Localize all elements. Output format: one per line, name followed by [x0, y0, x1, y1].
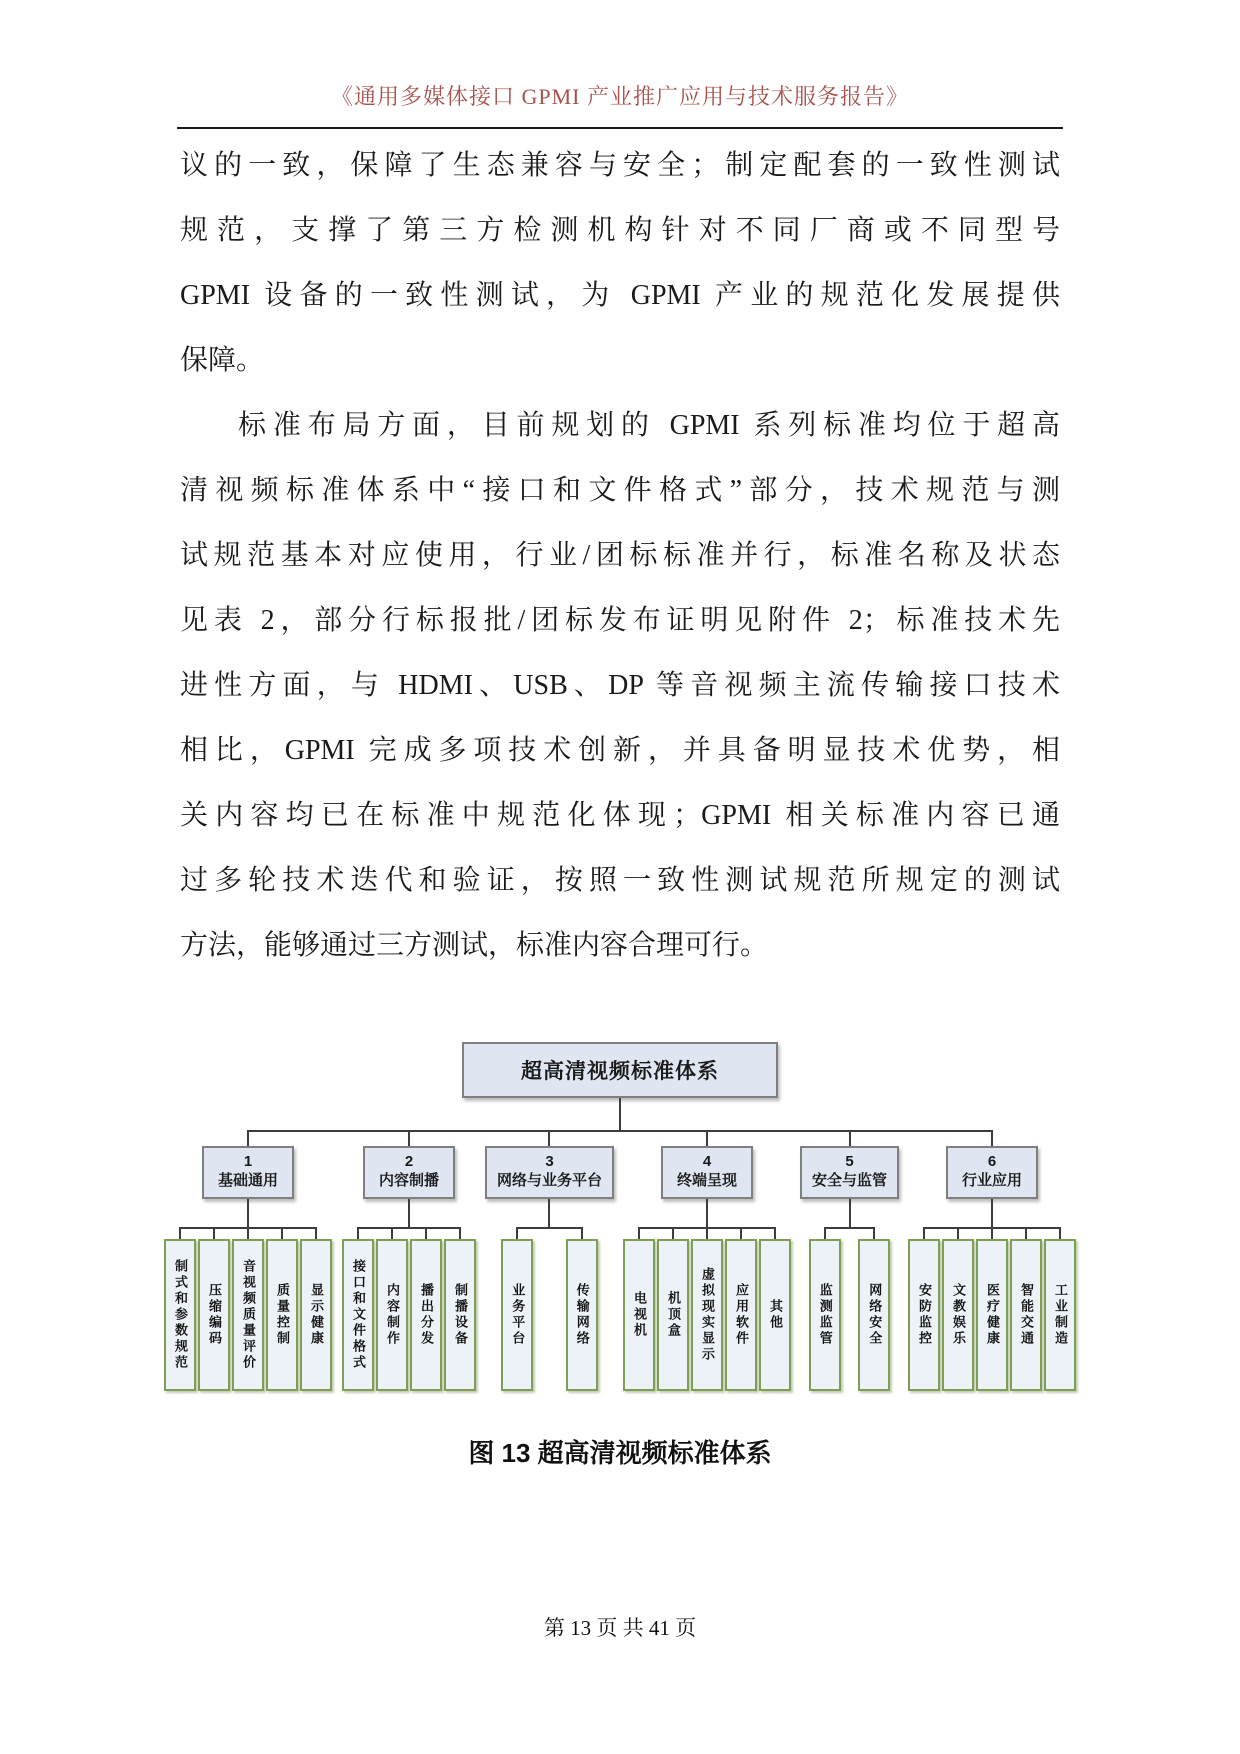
leaf-connector-line — [459, 1227, 461, 1239]
branch-connector-line — [247, 1130, 249, 1146]
paragraph-1-line-1: 议的一致，保障了生态兼容与安全；制定配套的一致性测试 — [180, 150, 1060, 181]
branch-node — [202, 1146, 294, 1199]
branch-to-leaves-line — [408, 1199, 410, 1227]
leaf-node: 播出分发 — [410, 1239, 442, 1391]
leaf-node: 电视机 — [623, 1239, 655, 1391]
leaf-connector-line — [425, 1227, 427, 1239]
leaf-connector-line — [213, 1227, 215, 1239]
leaf-node: 业务平台 — [501, 1239, 533, 1391]
branch-group-1 — [159, 1130, 337, 1391]
branch-group-5 — [796, 1130, 903, 1391]
branch-connector-line — [991, 1130, 993, 1146]
paragraph-2-line-3: 试规范基本对应使用，行业/团标标准并行，标准名称及状态 — [180, 540, 1060, 571]
leaf-connector-line — [873, 1227, 875, 1239]
leaf-connector-line — [1059, 1227, 1061, 1239]
branch-node — [946, 1146, 1038, 1199]
leaf-row — [622, 1227, 792, 1391]
leaf-node: 文教娱乐 — [942, 1239, 974, 1391]
leaf-cell — [341, 1227, 375, 1391]
leaf-cell — [231, 1227, 265, 1391]
paragraph-1-line-2: 规范，支撑了第三方检测机构针对不同厂商或不同型号 — [180, 215, 1060, 246]
leaf-cell — [197, 1227, 231, 1391]
leaf-cell — [724, 1227, 758, 1391]
leaf-node: 工业制造 — [1044, 1239, 1076, 1391]
branch-number: 3 — [545, 1153, 554, 1170]
paragraph-2-line-9: 方法，能够通过三方测试，标准内容合理可行。 — [180, 930, 769, 961]
paragraph-2-line-8: 过多轮技术迭代和验证，按照一致性测试规范所规定的测试 — [180, 865, 1060, 896]
leaf-node: 应用软件 — [725, 1239, 757, 1391]
branch-label: 行业应用 — [962, 1172, 1023, 1189]
leaf-cell — [299, 1227, 333, 1391]
branch-number: 6 — [987, 1153, 997, 1170]
leaf-cell — [375, 1227, 409, 1391]
branch-label: 基础通用 — [217, 1172, 278, 1189]
root-connector-line — [619, 1098, 621, 1130]
leaf-connector-line — [1025, 1227, 1027, 1239]
leaf-node: 网络安全 — [858, 1239, 890, 1391]
paragraph-2-line-7: 关内容均已在标准中规范化体现；GPMI 相关标准内容已通 — [180, 800, 1060, 831]
branch-to-leaves-line — [991, 1199, 993, 1227]
leaf-cell — [409, 1227, 443, 1391]
branch-to-leaves-line — [548, 1199, 550, 1227]
branch-group-6 — [903, 1130, 1081, 1391]
figure-caption: 图 13 超高清视频标准体系 — [468, 1438, 772, 1468]
leaf-node: 压缩编码 — [198, 1239, 230, 1391]
leaf-cell — [800, 1227, 850, 1391]
branch-node — [363, 1146, 455, 1199]
branch-label: 安全与监管 — [812, 1172, 888, 1189]
paragraph-2-line-1: 标准布局方面，目前规划的 GPMI 系列标准均位于超高 — [238, 410, 1060, 441]
leaf-connector-line — [281, 1227, 283, 1239]
paragraph-2-line-4: 见表 2，部分行标报批/团标发布证明见附件 2；标准技术先 — [180, 605, 1060, 636]
leaf-connector-line — [957, 1227, 959, 1239]
page-number-footer: 第 13 页 共 41 页 — [543, 1616, 697, 1640]
branch-to-leaves-line — [849, 1199, 851, 1227]
tree-branches — [172, 1130, 1069, 1391]
leaf-connector-line — [824, 1227, 826, 1239]
leaf-node: 监测监管 — [809, 1239, 841, 1391]
branch-to-leaves-line — [706, 1199, 708, 1227]
leaf-node: 智能交通 — [1010, 1239, 1042, 1391]
branch-connector-line — [548, 1130, 550, 1146]
leaf-cell — [850, 1227, 900, 1391]
page-header-title: 《通用多媒体接口 GPMI 产业推广应用与技术服务报告》 — [330, 84, 909, 109]
branch-number: 1 — [243, 1153, 253, 1170]
leaf-connector-line — [315, 1227, 317, 1239]
leaf-node: 医疗健康 — [976, 1239, 1008, 1391]
leaf-cell — [163, 1227, 197, 1391]
leaf-connector-line — [706, 1227, 708, 1239]
leaf-cell — [443, 1227, 477, 1391]
branch-group-4 — [618, 1130, 796, 1391]
leaf-node: 机顶盒 — [657, 1239, 689, 1391]
body-text — [180, 133, 1060, 978]
branch-connector-line — [706, 1130, 708, 1146]
paragraph-1-line-4: 保障。 — [180, 345, 265, 376]
leaf-node: 传输网络 — [566, 1239, 598, 1391]
leaf-row — [485, 1227, 614, 1391]
leaf-node: 虚拟现实显示 — [691, 1239, 723, 1391]
leaf-node: 质量控制 — [266, 1239, 298, 1391]
leaf-node: 其他 — [759, 1239, 791, 1391]
paragraph-1-line-3: GPMI 设备的一致性测试，为 GPMI 产业的规范化发展提供 — [180, 280, 1060, 311]
leaf-row — [341, 1227, 477, 1391]
leaf-connector-line — [516, 1227, 518, 1239]
leaf-cell — [265, 1227, 299, 1391]
branch-number: 5 — [845, 1153, 854, 1170]
leaf-row — [163, 1227, 333, 1391]
tree-root-node: 超高清视频标准体系 — [462, 1042, 778, 1098]
leaf-cell — [941, 1227, 975, 1391]
leaf-node: 显示健康 — [300, 1239, 332, 1391]
leaf-cell — [1009, 1227, 1043, 1391]
leaf-cell — [690, 1227, 724, 1391]
branch-label: 网络与业务平台 — [496, 1172, 602, 1189]
leaf-cell — [656, 1227, 690, 1391]
paragraph-2-line-2: 清视频标准体系中“接口和文件格式”部分，技术规范与测 — [180, 475, 1060, 506]
leaf-connector-line — [357, 1227, 359, 1239]
leaf-connector-line — [638, 1227, 640, 1239]
branch-node — [485, 1146, 614, 1199]
leaf-node: 音视频质量评价 — [232, 1239, 264, 1391]
branch-node — [661, 1146, 753, 1199]
leaf-connector-line — [923, 1227, 925, 1239]
leaf-cell — [975, 1227, 1009, 1391]
branch-to-leaves-line — [247, 1199, 249, 1227]
leaf-connector-line — [179, 1227, 181, 1239]
leaf-node: 制式和参数规范 — [164, 1239, 196, 1391]
branch-node — [800, 1146, 899, 1199]
branch-group-2 — [337, 1130, 481, 1391]
branch-label: 内容制播 — [378, 1172, 439, 1189]
leaf-cell — [907, 1227, 941, 1391]
leaf-connector-line — [740, 1227, 742, 1239]
header-rule — [177, 127, 1063, 129]
leaf-connector-line — [391, 1227, 393, 1239]
figure-standard-system — [0, 1042, 1240, 1470]
leaf-cell — [485, 1227, 550, 1391]
paragraph-2-line-5: 进性方面，与 HDMI、USB、DP 等音视频主流传输接口技术 — [180, 670, 1060, 701]
leaf-connector-line — [672, 1227, 674, 1239]
leaf-node: 内容制作 — [376, 1239, 408, 1391]
leaf-row — [800, 1227, 899, 1391]
leaf-connector-line — [991, 1227, 993, 1239]
leaf-cell — [550, 1227, 615, 1391]
branch-connector-line — [849, 1130, 851, 1146]
leaf-row — [907, 1227, 1077, 1391]
leaf-cell — [1043, 1227, 1077, 1391]
branch-number: 2 — [404, 1153, 414, 1170]
leaf-node: 接口和文件格式 — [342, 1239, 374, 1391]
leaf-node: 制播设备 — [444, 1239, 476, 1391]
leaf-connector-line — [774, 1227, 776, 1239]
paragraph-2-line-6: 相比，GPMI 完成多项技术创新，并具备明显技术优势，相 — [180, 735, 1060, 766]
leaf-cell — [622, 1227, 656, 1391]
branch-group-3 — [481, 1130, 618, 1391]
leaf-cell — [758, 1227, 792, 1391]
org-chart — [172, 1042, 1069, 1391]
branch-number: 4 — [702, 1153, 712, 1170]
leaf-node: 安防监控 — [908, 1239, 940, 1391]
leaf-connector-line — [581, 1227, 583, 1239]
leaf-connector-line — [247, 1227, 249, 1239]
branch-connector-line — [408, 1130, 410, 1146]
branch-label: 终端呈现 — [676, 1172, 737, 1189]
